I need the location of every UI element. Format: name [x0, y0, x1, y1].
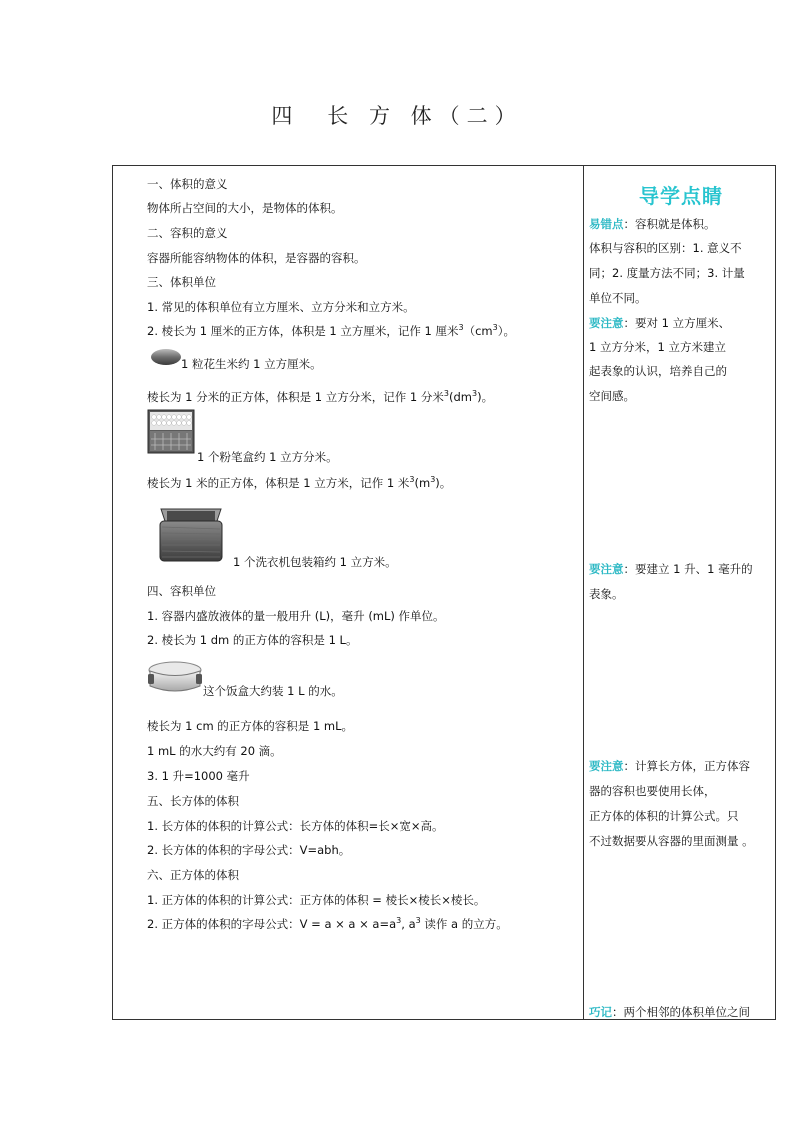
packing-box-image: [157, 503, 225, 565]
note-tag: 要注意: [589, 562, 624, 576]
note-memory-tip: 巧记：两个相邻的体积单位之间: [589, 1005, 750, 1019]
column-divider: [583, 166, 584, 1019]
peanut-caption: 1 粒花生米约 1 立方厘米。: [181, 357, 322, 371]
cubic-centimeter-capacity-line: 棱长为 1 cm 的正方体的容积是 1 mL。: [147, 719, 354, 733]
section-heading-capacity-meaning: 二、容积的意义: [147, 226, 228, 240]
note-line: 表象。: [589, 587, 624, 601]
section-heading-capacity-units: 四、容积单位: [147, 584, 216, 598]
capacity-definition: 容器所能容纳物体的体积，是容器的容积。: [147, 251, 366, 265]
packing-box-caption: 1 个洗衣机包装箱约 1 立方米。: [233, 555, 397, 569]
section-heading-volume-units: 三、体积单位: [147, 275, 216, 289]
note-line: 单位不同。: [589, 291, 647, 305]
note-line: 器的容积也要使用长体，: [589, 784, 716, 798]
volume-units-item-2: 2. 棱长为 1 厘米的正方体，体积是 1 立方厘米，记作 1 厘米$^3(cm^3)$。: [147, 323, 515, 338]
note-line: 1 立方分米，1 立方米建立: [589, 340, 726, 354]
chalk-box-image: [147, 409, 197, 455]
note-attention-liter: 要注意：要建立 1 升、1 毫升的: [589, 562, 753, 576]
volume-units-item-1: 1. 常见的体积单位有立方厘米、立方分米和立方米。: [147, 300, 415, 314]
lunch-box-caption: 这个饭盒大约装 1 L 的水。: [203, 684, 343, 698]
note-line: 正方体的体积的计算公式。只: [589, 809, 739, 823]
note-line: 体积与容积的区别：1. 意义不: [589, 241, 742, 255]
capacity-units-item-1: 1. 容器内盛放液体的量一般用升 (L)，毫升 (mL) 作单位。: [147, 609, 445, 623]
section-heading-cube-volume: 六、正方体的体积: [147, 868, 239, 882]
chalk-box-caption: 1 个粉笔盒约 1 立方分米。: [197, 450, 338, 464]
note-line: 空间感。: [589, 389, 635, 403]
note-attention-capacity: 要注意：计算长方体，正方体容: [589, 759, 750, 773]
section-heading-volume-meaning: 一、体积的意义: [147, 177, 228, 191]
cube-volume-item-1: 1. 正方体的体积的计算公式：正方体的体积 = 棱长×棱长×棱长。: [147, 893, 486, 907]
cube-volume-item-2: 2. 正方体的体积的字母公式：$V = a \times a \times a=a^3$, $a^3$ 读作 a 的立方。: [147, 916, 508, 931]
cuboid-volume-item-1: 1. 长方体的体积的计算公式：长方体的体积=长×宽×高。: [147, 819, 444, 833]
note-line: 不过数据要从容器的里面测量 。: [589, 834, 754, 848]
drop-count-line: 1 mL 的水大约有 20 滴。: [147, 744, 282, 758]
liter-conversion-line: 3. 1 升=1000 毫升: [147, 769, 250, 783]
note-tag: 要注意: [589, 316, 624, 330]
content-table: [112, 165, 776, 1020]
section-heading-cuboid-volume: 五、长方体的体积: [147, 794, 239, 808]
volume-definition: 物体所占空间的大小，是物体的体积。: [147, 201, 343, 215]
note-tag: 要注意: [589, 759, 624, 773]
capacity-units-item-2: 2. 棱长为 1 dm 的正方体的容积是 1 L。: [147, 633, 358, 647]
note-common-mistake: 易错点：容积就是体积。: [589, 217, 716, 231]
cubic-decimeter-line: 棱长为 1 分米的正方体，体积是 1 立方分米，记作 1 分米$^3(dm^3)$。: [147, 389, 494, 404]
note-line: 起表象的认识，培养自己的: [589, 364, 727, 378]
guide-title: 导学点睛: [639, 184, 723, 208]
lunch-box-image: [147, 660, 205, 696]
page-title: 四 长 方 体（二）: [271, 104, 523, 128]
note-attention-units: 要注意：要对 1 立方厘米、: [589, 316, 731, 330]
note-tag: 易错点: [589, 217, 624, 231]
cubic-meter-line: 棱长为 1 米的正方体，体积是 1 立方米，记作 1 米$^3(m^3)$。: [147, 475, 452, 490]
cuboid-volume-item-2: 2. 长方体的体积的字母公式：V=abh。: [147, 843, 351, 857]
note-line: 同；2. 度量方法不同；3. 计量: [589, 266, 745, 280]
peanut-image: [149, 346, 183, 368]
note-tag: 巧记: [589, 1005, 612, 1019]
